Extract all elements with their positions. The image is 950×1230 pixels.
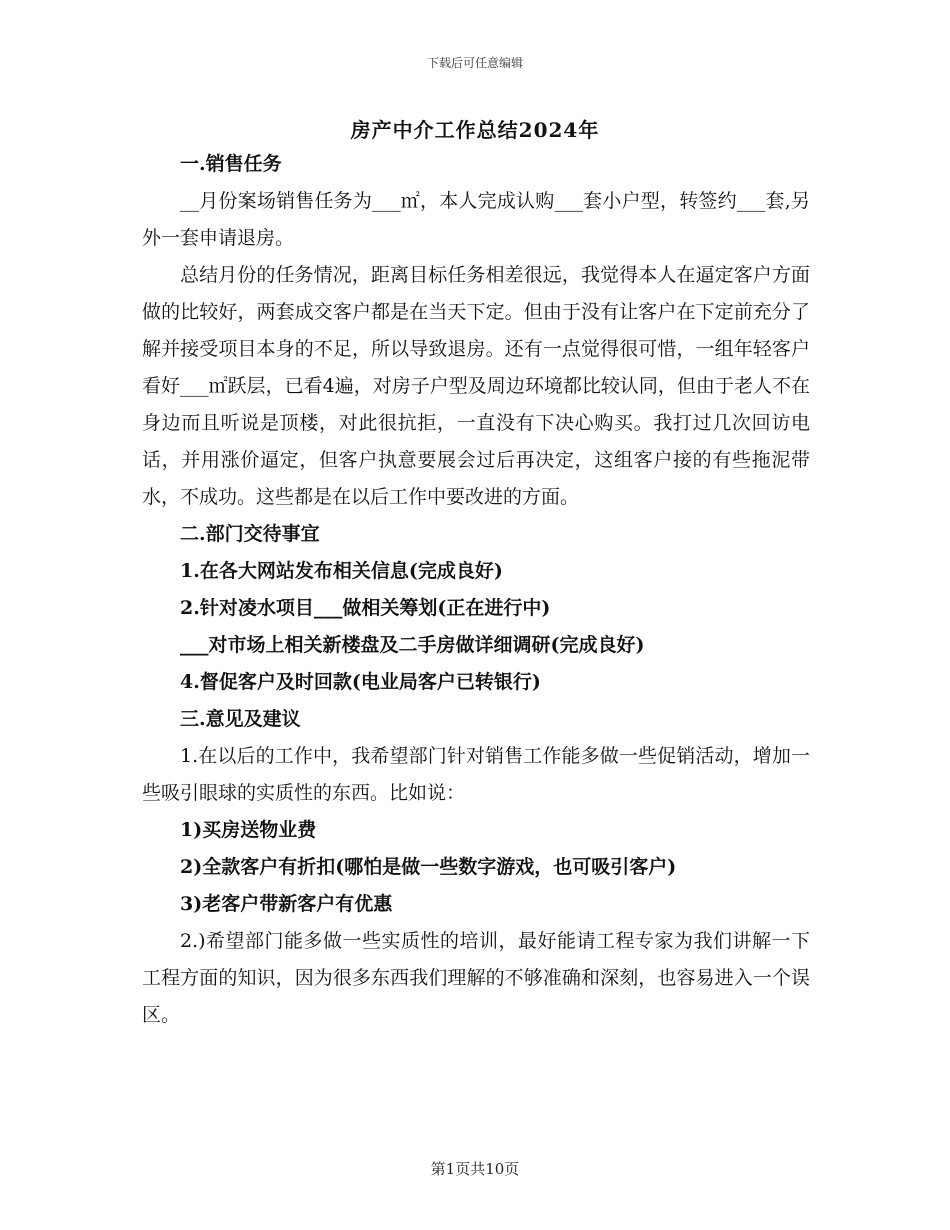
section-heading-sales: 一.销售任务 [180,153,282,175]
paragraph: 2.)希望部门能多做一些实质性的培训，最好能请工程专家为我们讲解一下工程方面的知识，因为很多东西我们理解的不够准确和深刻，也容易进入一个误区。 [142,930,810,1026]
page-header: 下载后可任意编辑 [426,56,523,70]
paragraph: 1.在以后的工作中，我希望部门针对销售工作能多做一些促销活动，增加一些吸引眼球的实质性的东西。比如说： [142,745,810,804]
paragraph: 总结月份的任务情况，距离目标任务相差很远，我觉得本人在逼定客户方面做的比较好，两套成交客户都是在当天下定。但由于没有让客户在下定前充分了解并接受项目本身的不足，所以导致退房。还有一点觉得很可惜，一组年轻客户看好___㎡跃层，已看4遍，对房子户型及周边环境都比较认同，但由于老人不在身边而且听说是顶楼，对此很抗拒，一直没有下决心购买。我打过几次回访电话，并用涨价逼定，但客户执意要展会过后再决定，这组客户接的有些拖泥带水，不成功。这些都是在以后工作中要改进的方面。 [142,264,810,508]
paragraph: __月份案场销售任务为___㎡，本人完成认购___套小户型，转签约___套,另外一套申请退房。 [142,190,810,249]
list-item: 2.针对凌水项目___做相关筹划(正在进行中) [180,597,551,619]
list-item: 1)买房送物业费 [180,819,317,841]
list-item: 3)老客户带新客户有优惠 [180,893,393,915]
document-body [142,146,810,1034]
section-heading-department: 二.部门交待事宜 [180,523,320,545]
list-item: 2)全款客户有折扣(哪怕是做一些数字游戏，也可吸引客户) [180,856,677,878]
document-title: 房产中介工作总结2024年 [350,118,600,142]
page-footer: 第1页共10页 [430,1160,520,1178]
list-item: 4.督促客户及时回款(电业局客户已转银行) [180,671,541,693]
list-item: ___对市场上相关新楼盘及二手房做详细调研(完成良好) [180,634,645,656]
list-item: 1.在各大网站发布相关信息(完成良好) [180,560,503,582]
section-heading-suggestions: 三.意见及建议 [180,708,301,730]
